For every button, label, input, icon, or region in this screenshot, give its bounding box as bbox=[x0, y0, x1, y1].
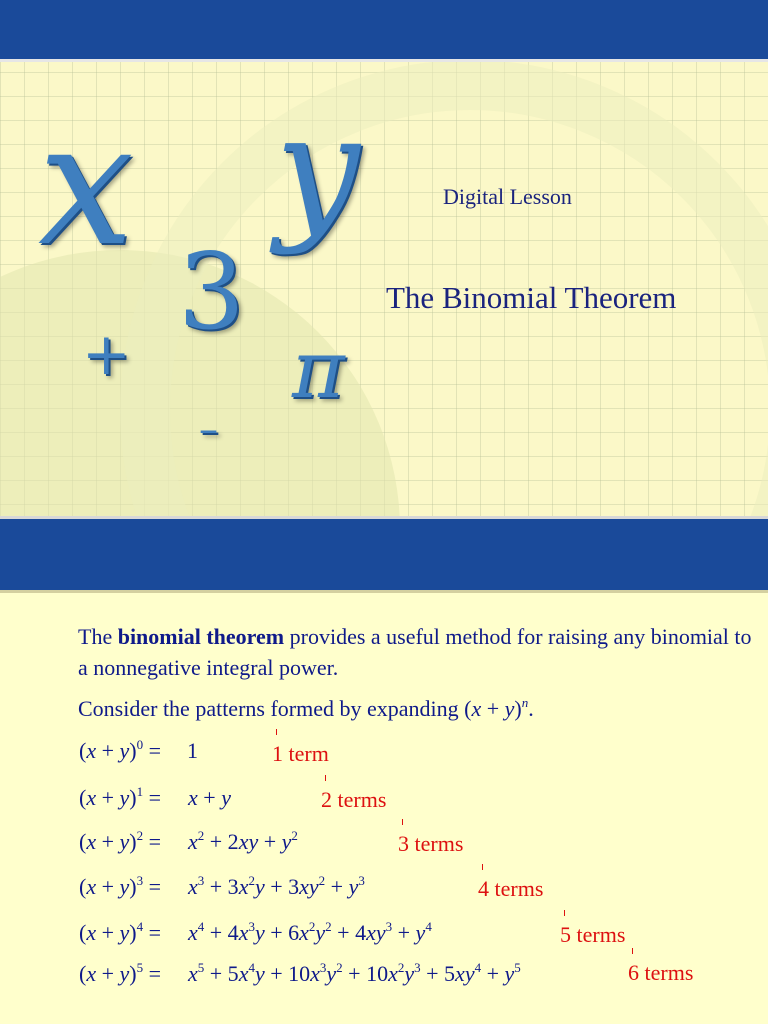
power: 3 bbox=[136, 873, 144, 888]
y-symbol: y bbox=[275, 83, 360, 257]
expansion-rhs: $x^2 + 2xy + y^2$ bbox=[188, 828, 298, 854]
x-symbol: x bbox=[38, 86, 134, 284]
intro-rest: provides a useful method for raising any binomial to a nonnegative integral power. bbox=[78, 624, 752, 680]
term-tick bbox=[325, 775, 326, 781]
plus-symbol: + bbox=[82, 320, 131, 388]
minus-symbol: – bbox=[199, 407, 218, 451]
term-count: 5 terms bbox=[560, 922, 626, 947]
term-count: 3 terms bbox=[398, 831, 464, 856]
intro-lead: The bbox=[78, 624, 118, 649]
expansion-rhs: 1 bbox=[187, 738, 198, 763]
expansion-lhs: $(x + y)^4$ = bbox=[79, 919, 162, 945]
slide-subtitle: Digital Lesson bbox=[443, 184, 572, 209]
expansion-lhs: $(x + y)^3$ = bbox=[79, 873, 162, 899]
expansion-lhs: $(x + y)^0$ = bbox=[79, 737, 162, 763]
consider-var-y: y bbox=[504, 696, 515, 721]
power: 1 bbox=[136, 784, 144, 799]
term-tick bbox=[402, 819, 403, 825]
power: 5 bbox=[136, 960, 144, 975]
intro-paragraph bbox=[78, 621, 758, 683]
term-count: 6 terms bbox=[628, 960, 694, 985]
consider-var-x: x bbox=[471, 696, 482, 721]
consider-paragraph bbox=[78, 693, 758, 724]
term-tick bbox=[482, 864, 483, 870]
expansion-lhs: $(x + y)^1$ = bbox=[79, 784, 162, 810]
consider-plus: + bbox=[481, 696, 505, 721]
intro-bold: binomial theorem bbox=[117, 624, 285, 649]
expansion-lhs: $(x + y)^2$ = bbox=[79, 828, 162, 854]
consider-exponent: n bbox=[521, 695, 529, 710]
bottom-banner bbox=[0, 516, 768, 590]
power: 4 bbox=[136, 919, 144, 934]
term-tick bbox=[564, 910, 565, 916]
consider-text: Consider the patterns formed by expanding ( bbox=[78, 696, 472, 721]
expansion-rhs: x + y bbox=[188, 785, 231, 810]
power: 2 bbox=[136, 828, 144, 843]
expansion-lhs: $(x + y)^5$ = bbox=[79, 960, 162, 986]
pi-symbol: π bbox=[292, 323, 345, 416]
term-count: 2 terms bbox=[321, 787, 387, 812]
term-tick bbox=[276, 729, 277, 735]
expansion-rhs: $x^3 + 3x^2y + 3xy^2 + y^3$ bbox=[188, 873, 365, 899]
expansion-rhs: $x^4 + 4x^3y + 6x^2y^2 + 4xy^3 + y^4$ bbox=[188, 919, 432, 945]
term-count: 4 terms bbox=[478, 876, 544, 901]
three-symbol: 3 bbox=[178, 231, 245, 353]
slide-title: The Binomial Theorem bbox=[386, 280, 677, 315]
term-tick bbox=[632, 948, 633, 954]
top-banner bbox=[0, 0, 768, 62]
power: 0 bbox=[136, 737, 144, 752]
consider-close: ) bbox=[514, 696, 522, 721]
expansion-rhs: $x^5 + 5x^4y + 10x^3y^2 + 10x^2y^3 + 5xy^4 + y^5$ bbox=[188, 960, 521, 986]
term-count: 1 term bbox=[272, 741, 329, 766]
consider-period: . bbox=[528, 696, 534, 721]
content-slide bbox=[0, 590, 768, 1024]
